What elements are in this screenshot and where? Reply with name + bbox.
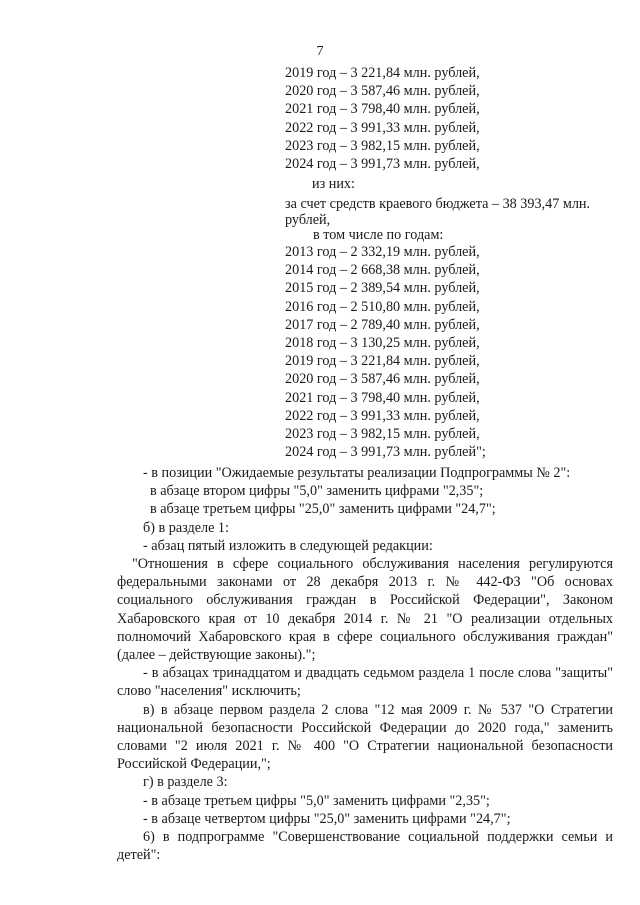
year-line: 2023 год – 3 982,15 млн. рублей, [285,425,480,442]
year-line: 2014 год – 2 668,38 млн. рублей, [285,262,480,279]
by-years-label: в том числе по годам: [313,227,444,243]
year-line: 2016 год – 2 510,80 млн. рублей, [285,298,480,315]
year-line: 2020 год – 3 587,46 млн. рублей, [285,371,480,388]
paragraph: - в абзаце третьем цифры "5,0" заменить цифрами "2,35"; [143,792,490,809]
paragraph: 6) в подпрограмме "Совершенствование социальной поддержки семьи и детей": [117,829,613,864]
years-list-kraevoy [285,243,615,461]
years-list-total [285,64,615,173]
year-line: 2017 год – 2 789,40 млн. рублей, [285,316,480,333]
year-line: 2024 год – 3 991,73 млн. рублей, [285,155,480,172]
paragraph: в абзаце третьем цифры "25,0" заменить цифрами "24,7"; [150,501,496,518]
year-line: 2023 год – 3 982,15 млн. рублей, [285,137,480,154]
year-line: 2018 год – 3 130,25 млн. рублей, [285,334,480,351]
iz-nih-label: из них: [312,176,355,192]
paragraph: "Отношения в сфере социального обслуживания населения регулируются федеральными законами от 28 декабря 2013 г. № 442-ФЗ "Об основах социального обслуживания граждан в Российской Федерации", Законом Хабаровского края от 10 декабря 2014 г. № 21 "О реализации отдельных полномочий Хабаровского края в сфере социального обслуживания граждан" (далее – действующие законы)."; [117,556,613,664]
year-line: 2024 год – 3 991,73 млн. рублей"; [285,444,486,461]
year-line: 2013 год – 2 332,19 млн. рублей, [285,244,480,260]
paragraph: в абзаце втором цифры "5,0" заменить цифрами "2,35"; [150,483,484,500]
year-line: 2019 год – 3 221,84 млн. рублей, [285,353,480,370]
paragraph: г) в разделе 3: [143,774,228,791]
paragraph: - абзац пятый изложить в следующей редакции: [143,537,433,554]
amendments-text [117,464,613,864]
paragraph: - в абзаце четвертом цифры "25,0" заменить цифрами "24,7"; [143,810,511,827]
paragraph: - в позиции "Ожидаемые результаты реализации Подпрограммы № 2": [143,465,571,481]
page-number: 7 [316,44,324,59]
paragraph: б) в разделе 1: [143,519,229,536]
year-line: 2021 год – 3 798,40 млн. рублей, [285,389,480,406]
year-line: 2015 год – 2 389,54 млн. рублей, [285,280,480,297]
year-line: 2019 год – 3 221,84 млн. рублей, [285,65,480,81]
year-line: 2020 год – 3 587,46 млн. рублей, [285,83,480,100]
kraevoy-budget-line: за счет средств краевого бюджета – 38 393,47 млн. рублей, [285,196,591,228]
year-line: 2022 год – 3 991,33 млн. рублей, [285,119,480,136]
year-line: 2022 год – 3 991,33 млн. рублей, [285,407,480,424]
year-line: 2021 год – 3 798,40 млн. рублей, [285,101,480,118]
paragraph: в) в абзаце первом раздела 2 слова "12 мая 2009 г. № 537 "О Стратегии национальной безопасности Российской Федерации до 2020 года," заменить словами "2 июля 2021 г. № 400 "О Стратегии национальной безопасности Российской Федерации,"; [117,701,613,773]
paragraph: - в абзацах тринадцатом и двадцать седьмом раздела 1 после слова "защиты" слово "населения" исключить; [117,665,613,700]
